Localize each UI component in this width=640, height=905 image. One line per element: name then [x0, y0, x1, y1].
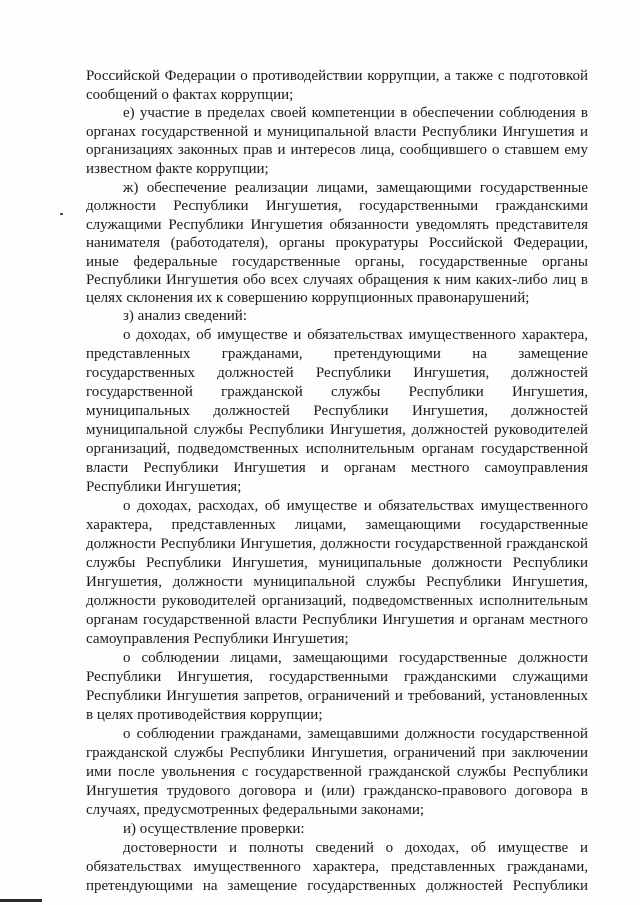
text-line: гражданской службы Республики Ингушетия, ограничений при заключении — [86, 745, 588, 761]
text-line: службы Республики Ингушетия, муниципальные должности Республики — [86, 555, 588, 571]
text-line: служащими Республики Ингушетия обязанности уведомлять представителя — [86, 217, 588, 233]
text-line: Республики Ингушетия, государственными гражданскими служащими — [86, 669, 588, 685]
text-line: органам государственной власти Республики Ингушетия и органам местного — [86, 612, 588, 628]
text-line: органах государственной и муниципальной власти Республики Ингушетия и — [86, 124, 588, 140]
text-line: з) анализ сведений: — [123, 308, 247, 324]
text-line: муниципальной службы Республики Ингушетия, должностей руководителей — [86, 422, 588, 438]
text-line: иные федеральные государственные органы, государственные органы — [86, 254, 588, 270]
scan-artifact — [0, 899, 42, 902]
text-line: Республики Ингушетия; — [86, 479, 242, 495]
text-line: организациях законных прав и интересов лица, сообщившего о ставшем ему — [86, 142, 588, 158]
text-line: о соблюдении гражданами, замещавшими должности государственной — [123, 726, 588, 742]
text-line: должности Республики Ингушетия, должности государственной гражданской — [86, 536, 588, 552]
text-line: достоверности и полноты сведений о доходах, об имуществе и — [123, 840, 588, 856]
text-line: Республики Ингушетия обо всех случаях обращения к ним каких-либо лиц в — [86, 272, 588, 288]
text-line: сообщений о фактах коррупции; — [86, 87, 294, 103]
text-line: муниципальных должностей Республики Ингушетия, должностей — [86, 403, 588, 419]
text-line: должности руководителей организаций, подведомственных исполнительным — [86, 593, 588, 609]
text-line: самоуправления Республики Ингушетия; — [86, 631, 349, 647]
text-line: известном факте коррупции; — [86, 161, 269, 177]
text-line: о доходах, расходах, об имуществе и обязательствах имущественного — [123, 498, 588, 514]
text-line: ж) обеспечение реализации лицами, замещающими государственные — [123, 180, 588, 196]
text-line: Республики Ингушетия запретов, ограничений и требований, установленных — [86, 688, 588, 704]
text-line: о соблюдении лицами, замещающими государственные должности — [123, 650, 588, 666]
text-line: государственных должностей Республики Ингушетия, должностей — [86, 365, 588, 381]
text-line: организаций, подведомственных исполнительным органам государственной — [86, 441, 588, 457]
scan-artifact — [60, 213, 63, 215]
text-line: должности Республики Ингушетия, государственными гражданскими — [86, 198, 588, 214]
text-line: Ингушетия трудового договора и (или) гражданско-правового договора в — [86, 783, 588, 799]
text-line: претендующими на замещение государственных должностей Республики — [86, 878, 588, 894]
text-line: ими после увольнения с государственной гражданской службы Республики — [86, 764, 588, 780]
text-line: обязательствах имущественного характера, представленных гражданами, — [86, 859, 588, 875]
text-line: характера, представленных лицами, замещающими государственные — [86, 517, 588, 533]
text-line: е) участие в пределах своей компетенции в обеспечении соблюдения в — [123, 105, 588, 121]
text-line: целях склонения их к совершению коррупционных правонарушений; — [86, 290, 530, 306]
text-line: представленных гражданами, претендующими на замещение — [86, 346, 588, 362]
text-line: власти Республики Ингушетия и органам местного самоуправления — [86, 460, 588, 476]
text-line: и) осуществление проверки: — [123, 821, 305, 837]
text-line: нанимателя (работодателя), органы прокуратуры Российской Федерации, — [86, 235, 588, 251]
text-line: в целях противодействия коррупции; — [86, 707, 323, 723]
text-line: государственной гражданской службы Республики Ингушетия, — [86, 384, 588, 400]
text-line: случаях, предусмотренных федеральными законами; — [86, 802, 425, 818]
text-line: о доходах, об имуществе и обязательствах имущественного характера, — [123, 327, 588, 343]
text-line: Российской Федерации о противодействии коррупции, а также с подготовкой — [86, 68, 588, 84]
text-line: Ингушетия, должности муниципальной службы Республики Ингушетия, — [86, 574, 588, 590]
